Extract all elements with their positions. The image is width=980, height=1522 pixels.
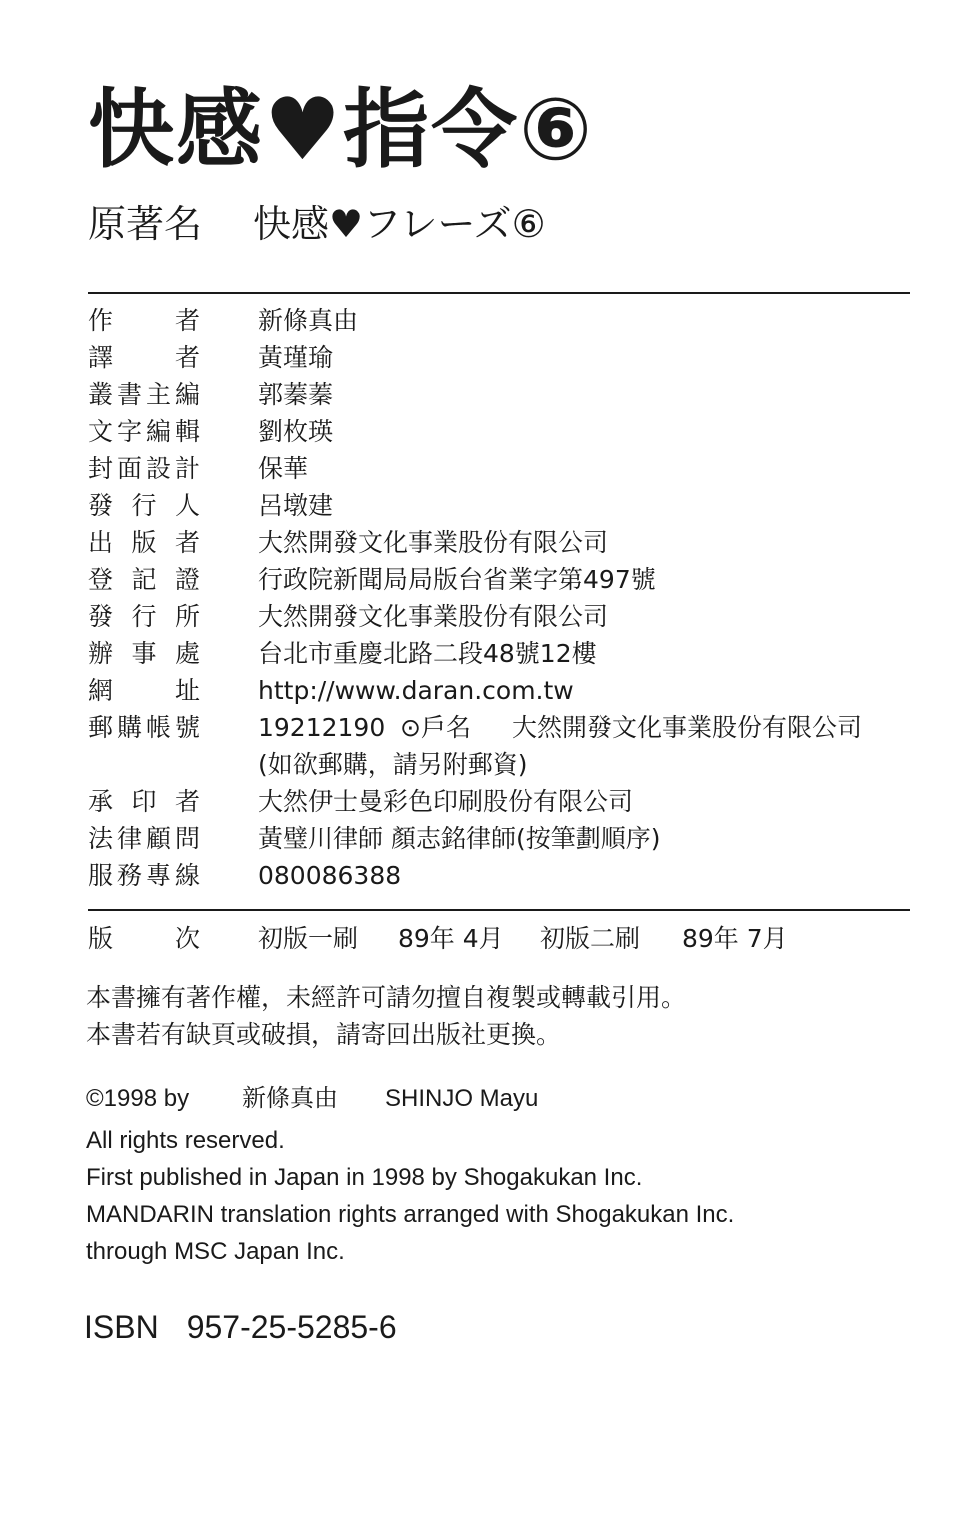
- credit-label: [88, 413, 200, 450]
- label-char: 律: [116, 824, 142, 853]
- label-char: 主: [145, 380, 171, 409]
- label-char: 輯: [174, 417, 200, 446]
- isbn-number: 957-25-5285-6: [186, 1309, 397, 1345]
- credit-row: [0, 598, 980, 635]
- credit-row: [0, 339, 980, 376]
- label-char: 者: [174, 306, 200, 335]
- label-char: 郵: [88, 713, 114, 742]
- label-char: 問: [174, 824, 200, 853]
- credit-value: 新條真由: [258, 306, 359, 335]
- book-title: 快感♥指令⑥: [88, 80, 594, 180]
- postal-name: 大然開發文化事業股份有限公司: [512, 713, 863, 742]
- credit-row: [0, 376, 980, 413]
- credit-label: [88, 302, 200, 339]
- credit-value: 台北市重慶北路二段48號12樓: [258, 639, 597, 668]
- credit-row: [0, 857, 980, 894]
- credit-label: [88, 857, 200, 894]
- label-char: 號: [174, 713, 200, 742]
- credit-value: http://www.daran.com.tw: [258, 676, 574, 705]
- label-char: 網: [88, 676, 114, 705]
- credit-value: 呂墩建: [258, 491, 334, 520]
- credit-label: [88, 524, 200, 561]
- label-char: 計: [174, 454, 200, 483]
- label-char: 辦: [88, 639, 114, 668]
- label-char: 登: [88, 565, 114, 594]
- postal-note: (如欲郵購，請另附郵資): [258, 750, 528, 779]
- label-char: 承: [88, 787, 114, 816]
- edition-first-date: 89年 4月: [398, 924, 504, 953]
- label-char: 次: [174, 924, 200, 953]
- label-char: 顧: [145, 824, 171, 853]
- credit-value: 黃璧川律師 顏志銘律師(按筆劃順序): [258, 824, 661, 853]
- label-char: 書: [116, 380, 142, 409]
- original-title-value: 快感♥フレーズ⑥: [253, 202, 546, 246]
- label-char: 者: [174, 528, 200, 557]
- notice-copyright: 本書擁有著作權，未經許可請勿擅自複製或轉載引用。: [86, 983, 687, 1012]
- label-char: 址: [174, 676, 200, 705]
- credit-value: 080086388: [258, 861, 402, 890]
- edition-row: [0, 920, 980, 957]
- postal-account: 19212190: [258, 713, 386, 742]
- label-char: 發: [88, 491, 114, 520]
- label-char: 行: [131, 491, 157, 520]
- label-char: 者: [174, 343, 200, 372]
- postal-row: [0, 709, 980, 746]
- credit-row: [0, 302, 980, 339]
- rights-line: First published in Japan in 1998 by Shogakukan Inc.: [86, 1164, 643, 1191]
- credit-label: [88, 561, 200, 598]
- postal-note-row: [0, 746, 980, 783]
- credit-row: [0, 672, 980, 709]
- label-char: 服: [88, 861, 114, 890]
- notice-defects: 本書若有缺頁或破損，請寄回出版社更換。: [86, 1020, 562, 1049]
- top-rule: [88, 292, 910, 294]
- copyright-author-cn: 新條真由: [242, 1084, 338, 1112]
- label-char: 編: [145, 417, 171, 446]
- credit-value: 大然開發文化事業股份有限公司: [258, 602, 609, 631]
- edition-second-label: 初版二刷: [540, 924, 641, 953]
- isbn-label: ISBN: [84, 1309, 159, 1345]
- label-char: 務: [116, 861, 142, 890]
- copyright-author-en: SHINJO Mayu: [385, 1085, 539, 1112]
- label-char: 人: [174, 491, 200, 520]
- label-char: 字: [116, 417, 142, 446]
- label-char: 所: [174, 602, 200, 631]
- credit-label: [88, 783, 200, 820]
- label-char: 文: [88, 417, 114, 446]
- credit-value: 大然伊士曼彩色印刷股份有限公司: [258, 787, 634, 816]
- label-char: 封: [88, 454, 114, 483]
- label-char: 設: [145, 454, 171, 483]
- credit-row: [0, 561, 980, 598]
- credit-row: [0, 487, 980, 524]
- label-char: 處: [174, 639, 200, 668]
- rights-line: through MSC Japan Inc.: [86, 1238, 345, 1265]
- credit-value: 劉枚瑛: [258, 417, 334, 446]
- label-char: 譯: [88, 343, 114, 372]
- credit-row: [0, 635, 980, 672]
- label-char: 記: [131, 565, 157, 594]
- label-char: 印: [131, 787, 157, 816]
- credit-label: [88, 487, 200, 524]
- label-char: 面: [116, 454, 142, 483]
- label-char: 作: [88, 306, 114, 335]
- credit-label: [88, 820, 200, 857]
- credit-row: [0, 450, 980, 487]
- credit-label: [88, 376, 200, 413]
- rights-line: All rights reserved.: [86, 1127, 285, 1154]
- credit-label: [88, 672, 200, 709]
- label-char: 發: [88, 602, 114, 631]
- label-char: 叢: [88, 380, 114, 409]
- credit-row: [0, 783, 980, 820]
- credit-value: 大然開發文化事業股份有限公司: [258, 528, 609, 557]
- label-char: 線: [174, 861, 200, 890]
- label-char: 版: [131, 528, 157, 557]
- credit-label: [88, 635, 200, 672]
- label-char: 者: [174, 787, 200, 816]
- credit-label: [88, 450, 200, 487]
- credit-value: 黃瑾瑜: [258, 343, 334, 372]
- credit-row: [0, 820, 980, 857]
- credit-value: 行政院新聞局局版台省業字第497號: [258, 565, 656, 594]
- credit-value: 郭蓁蓁: [258, 380, 334, 409]
- credit-label: [88, 339, 200, 376]
- copyright-line: ©1998 by: [86, 1085, 190, 1112]
- credit-label: [88, 598, 200, 635]
- credit-row: [0, 413, 980, 450]
- label-char: 事: [131, 639, 157, 668]
- edition-second-date: 89年 7月: [682, 924, 788, 953]
- credit-row: [0, 524, 980, 561]
- label-char: 行: [131, 602, 157, 631]
- label-char: 證: [174, 565, 200, 594]
- label-char: 帳: [145, 713, 171, 742]
- edition-first-label: 初版一刷: [258, 924, 359, 953]
- label-char: 專: [145, 861, 171, 890]
- rights-line: MANDARIN translation rights arranged with Shogakukan Inc.: [86, 1201, 735, 1228]
- label-char: 法: [88, 824, 114, 853]
- label-char: 版: [88, 924, 114, 953]
- postal-label: [88, 709, 200, 746]
- label-char: 出: [88, 528, 114, 557]
- label-char: 購: [116, 713, 142, 742]
- original-title-label: 原著名: [88, 202, 203, 246]
- isbn: [84, 1305, 397, 1349]
- postal-name-label: ⊙戶名: [400, 713, 471, 742]
- middle-rule: [88, 909, 910, 911]
- label-char: 編: [174, 380, 200, 409]
- edition-label: [88, 920, 200, 957]
- credit-value: 保華: [258, 454, 309, 483]
